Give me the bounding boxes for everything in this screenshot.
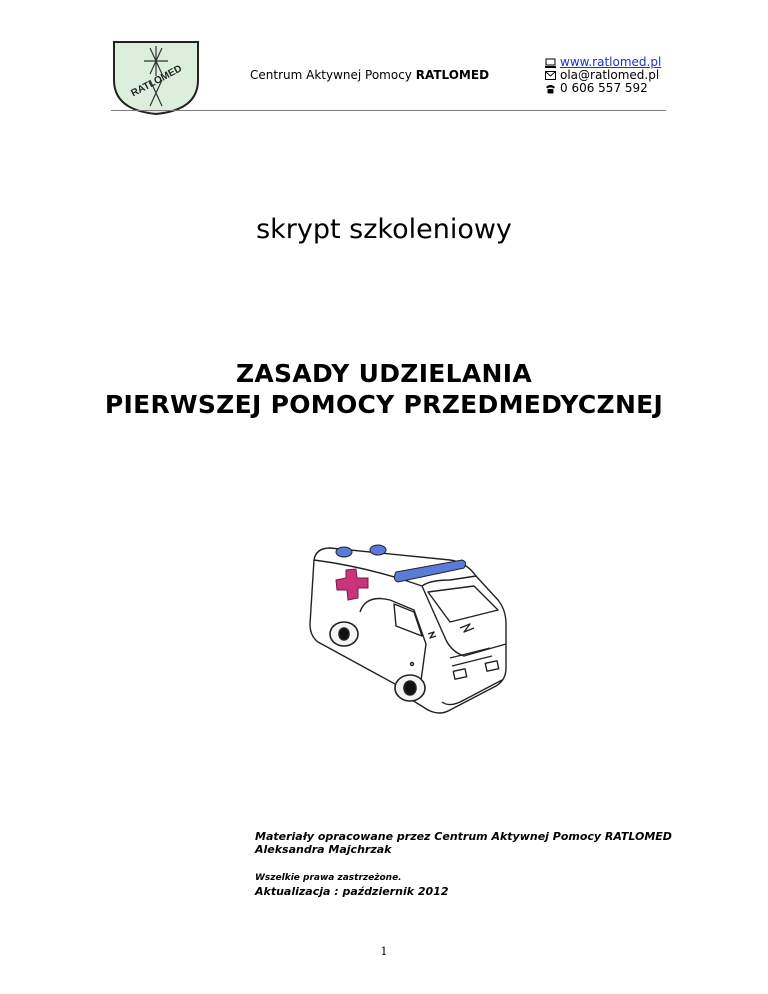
credits <box>255 830 672 856</box>
computer-icon <box>545 58 556 68</box>
credits-author: Aleksandra Majchrzak <box>255 843 392 856</box>
credits-line-1: Materiały opracowane przez Centrum Aktywnej Pomocy RATLOMED <box>255 830 672 843</box>
phone-icon <box>545 84 556 94</box>
logo-text: RATLOMED <box>129 63 184 100</box>
title-line-2: PIERWSZEJ POMOCY PRZEDMEDYCZNEJ <box>104 390 664 419</box>
rights-notice: Wszelkie prawa zastrzeżone. <box>255 873 402 883</box>
ambulance-illustration <box>300 540 520 722</box>
phone-text: 0 606 557 592 <box>560 81 648 95</box>
organization-name <box>250 68 489 82</box>
page-number: 1 <box>380 945 388 958</box>
ratlomed-logo <box>110 40 202 116</box>
title-line-1: ZASADY UDZIELANIA <box>235 359 533 388</box>
website-link[interactable]: www.ratlomed.pl <box>560 55 662 69</box>
document-subtitle: skrypt szkoleniowy <box>256 214 512 245</box>
organization-brand: RATLOMED <box>415 68 490 82</box>
contact-block <box>545 56 661 95</box>
update-date: Aktualizacja : październik 2012 <box>255 885 449 898</box>
organization-name-prefix: Centrum Aktywnej Pomocy <box>250 68 416 82</box>
contact-phone <box>545 82 661 95</box>
email-text: ola@ratlomed.pl <box>560 68 660 82</box>
envelope-icon <box>545 71 556 81</box>
document-title <box>0 358 768 420</box>
header-divider <box>111 110 666 111</box>
